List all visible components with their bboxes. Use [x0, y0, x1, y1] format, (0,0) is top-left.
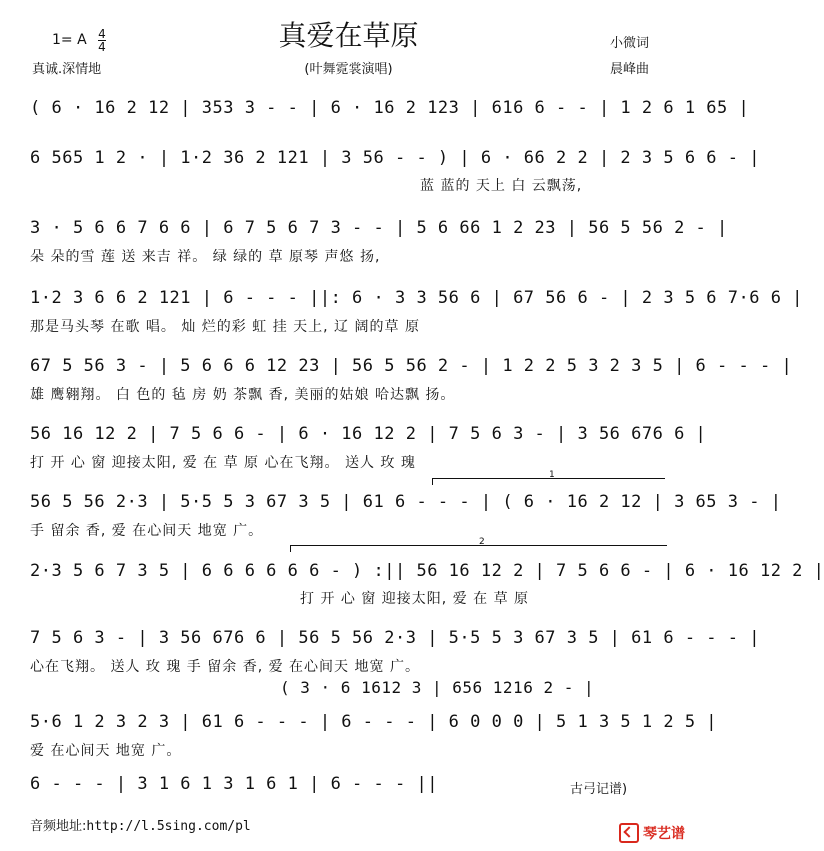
transcriber-credit: 古弓记谱): [570, 782, 628, 797]
audio-label: 音频地址:: [30, 819, 87, 834]
lyricist-credit: 小微词: [609, 36, 649, 51]
notation-line-4: 1·2 3 6 6 2 121 | 6 - - - ||: 6 · 3 3 56 6 | 67 56 6 - | 2 3 5 6 7·6 6 |: [30, 288, 803, 308]
notation-line-3: 3 · 5 6 6 7 6 6 | 6 7 5 6 7 3 - - | 5 6 66 1 2 23 | 56 5 56 2 - |: [30, 218, 728, 238]
lyrics-line-5: 雄 鹰翱翔。 白 色的 毡 房 奶 茶飘 香, 美丽的姑娘 哈达飘 扬。: [30, 387, 456, 403]
piano-logo-icon: [619, 823, 639, 843]
lyrics-line-4: 那是马头琴 在歌 唱。 灿 烂的彩 虹 挂 天上, 辽 阔的草 原: [30, 319, 420, 335]
song-title: 真爱在草原: [278, 19, 419, 52]
lyrics-line-6: 打 开 心 窗 迎接太阳, 爱 在 草 原 心在飞翔。 送人 玫 瑰: [30, 455, 416, 471]
audio-link[interactable]: http://l.5sing.com/pl: [86, 819, 251, 834]
lyrics-line-9: 心在飞翔。 送人 玫 瑰 手 留余 香, 爱 在心间天 地宽 广。: [30, 659, 420, 675]
time-top: 4: [98, 27, 106, 41]
second-ending-number: 2: [479, 537, 485, 547]
notation-line-2: 6 565 1 2 · | 1·2 36 2 121 | 3 56 - - ) | 6 · 66 2 2 | 2 3 5 6 6 - |: [30, 148, 760, 168]
first-ending-bracket: [432, 470, 665, 485]
notation-line-9: 7 5 6 3 - | 3 56 676 6 | 56 5 56 2·3 | 5·5 5 3 67 3 5 | 61 6 - - - |: [30, 628, 760, 648]
time-bottom: 4: [98, 40, 106, 54]
site-logo[interactable]: [619, 823, 685, 843]
notation-line-6: 56 16 12 2 | 7 5 6 6 - | 6 · 16 12 2 | 7 5 6 3 - | 3 56 676 6 |: [30, 424, 707, 444]
lyrics-line-10: 爱 在心间天 地宽 广。: [30, 743, 182, 759]
interlude-line: ( 3 · 6 1612 3 | 656 1216 2 - |: [280, 678, 595, 697]
time-signature: [98, 28, 106, 53]
composer-credit: 晨峰曲: [609, 62, 649, 77]
key-signature: 1= A: [52, 32, 87, 48]
lyrics-line-7: 手 留余 香, 爱 在心间天 地宽 广。: [30, 523, 264, 539]
first-ending-number: 1: [549, 470, 555, 480]
notation-line-8: 2·3 5 6 7 3 5 | 6 6 6 6 6 6 - ) :|| 56 16 12 2 | 7 5 6 6 - | 6 · 16 12 2 |: [30, 561, 824, 581]
lyrics-line-8: 打 开 心 窗 迎接太阳, 爱 在 草 原: [300, 591, 530, 607]
second-ending-bracket: [290, 537, 667, 552]
site-logo-text: 琴艺谱: [643, 826, 685, 842]
lyrics-line-2: 蓝 蓝的 天上 白 云飘荡,: [420, 178, 583, 194]
notation-line-1: ( 6 · 16 2 12 | 353 3 - - | 6 · 16 2 123 | 616 6 - - | 1 2 6 1 65 |: [30, 98, 750, 118]
notation-line-5: 67 5 56 3 - | 5 6 6 6 12 23 | 56 5 56 2 - | 1 2 2 5 3 2 3 5 | 6 - - - |: [30, 356, 793, 376]
notation-line-11: 6 - - - | 3 1 6 1 3 1 6 1 | 6 - - - ||: [30, 774, 438, 794]
tempo-mood: 真诚.深情地: [32, 62, 102, 77]
notation-line-10: 5·6 1 2 3 2 3 | 61 6 - - - | 6 - - - | 6 0 0 0 | 5 1 3 5 1 2 5 |: [30, 712, 718, 732]
lyrics-line-3: 朵 朵的雪 莲 送 来吉 祥。 绿 绿的 草 原琴 声悠 扬,: [30, 249, 381, 265]
notation-line-7: 56 5 56 2·3 | 5·5 5 3 67 3 5 | 61 6 - - - | ( 6 · 16 2 12 | 3 65 3 - |: [30, 492, 782, 512]
performer-subtitle: (叶舞霓裳演唱): [304, 62, 393, 77]
audio-address: [30, 815, 251, 834]
